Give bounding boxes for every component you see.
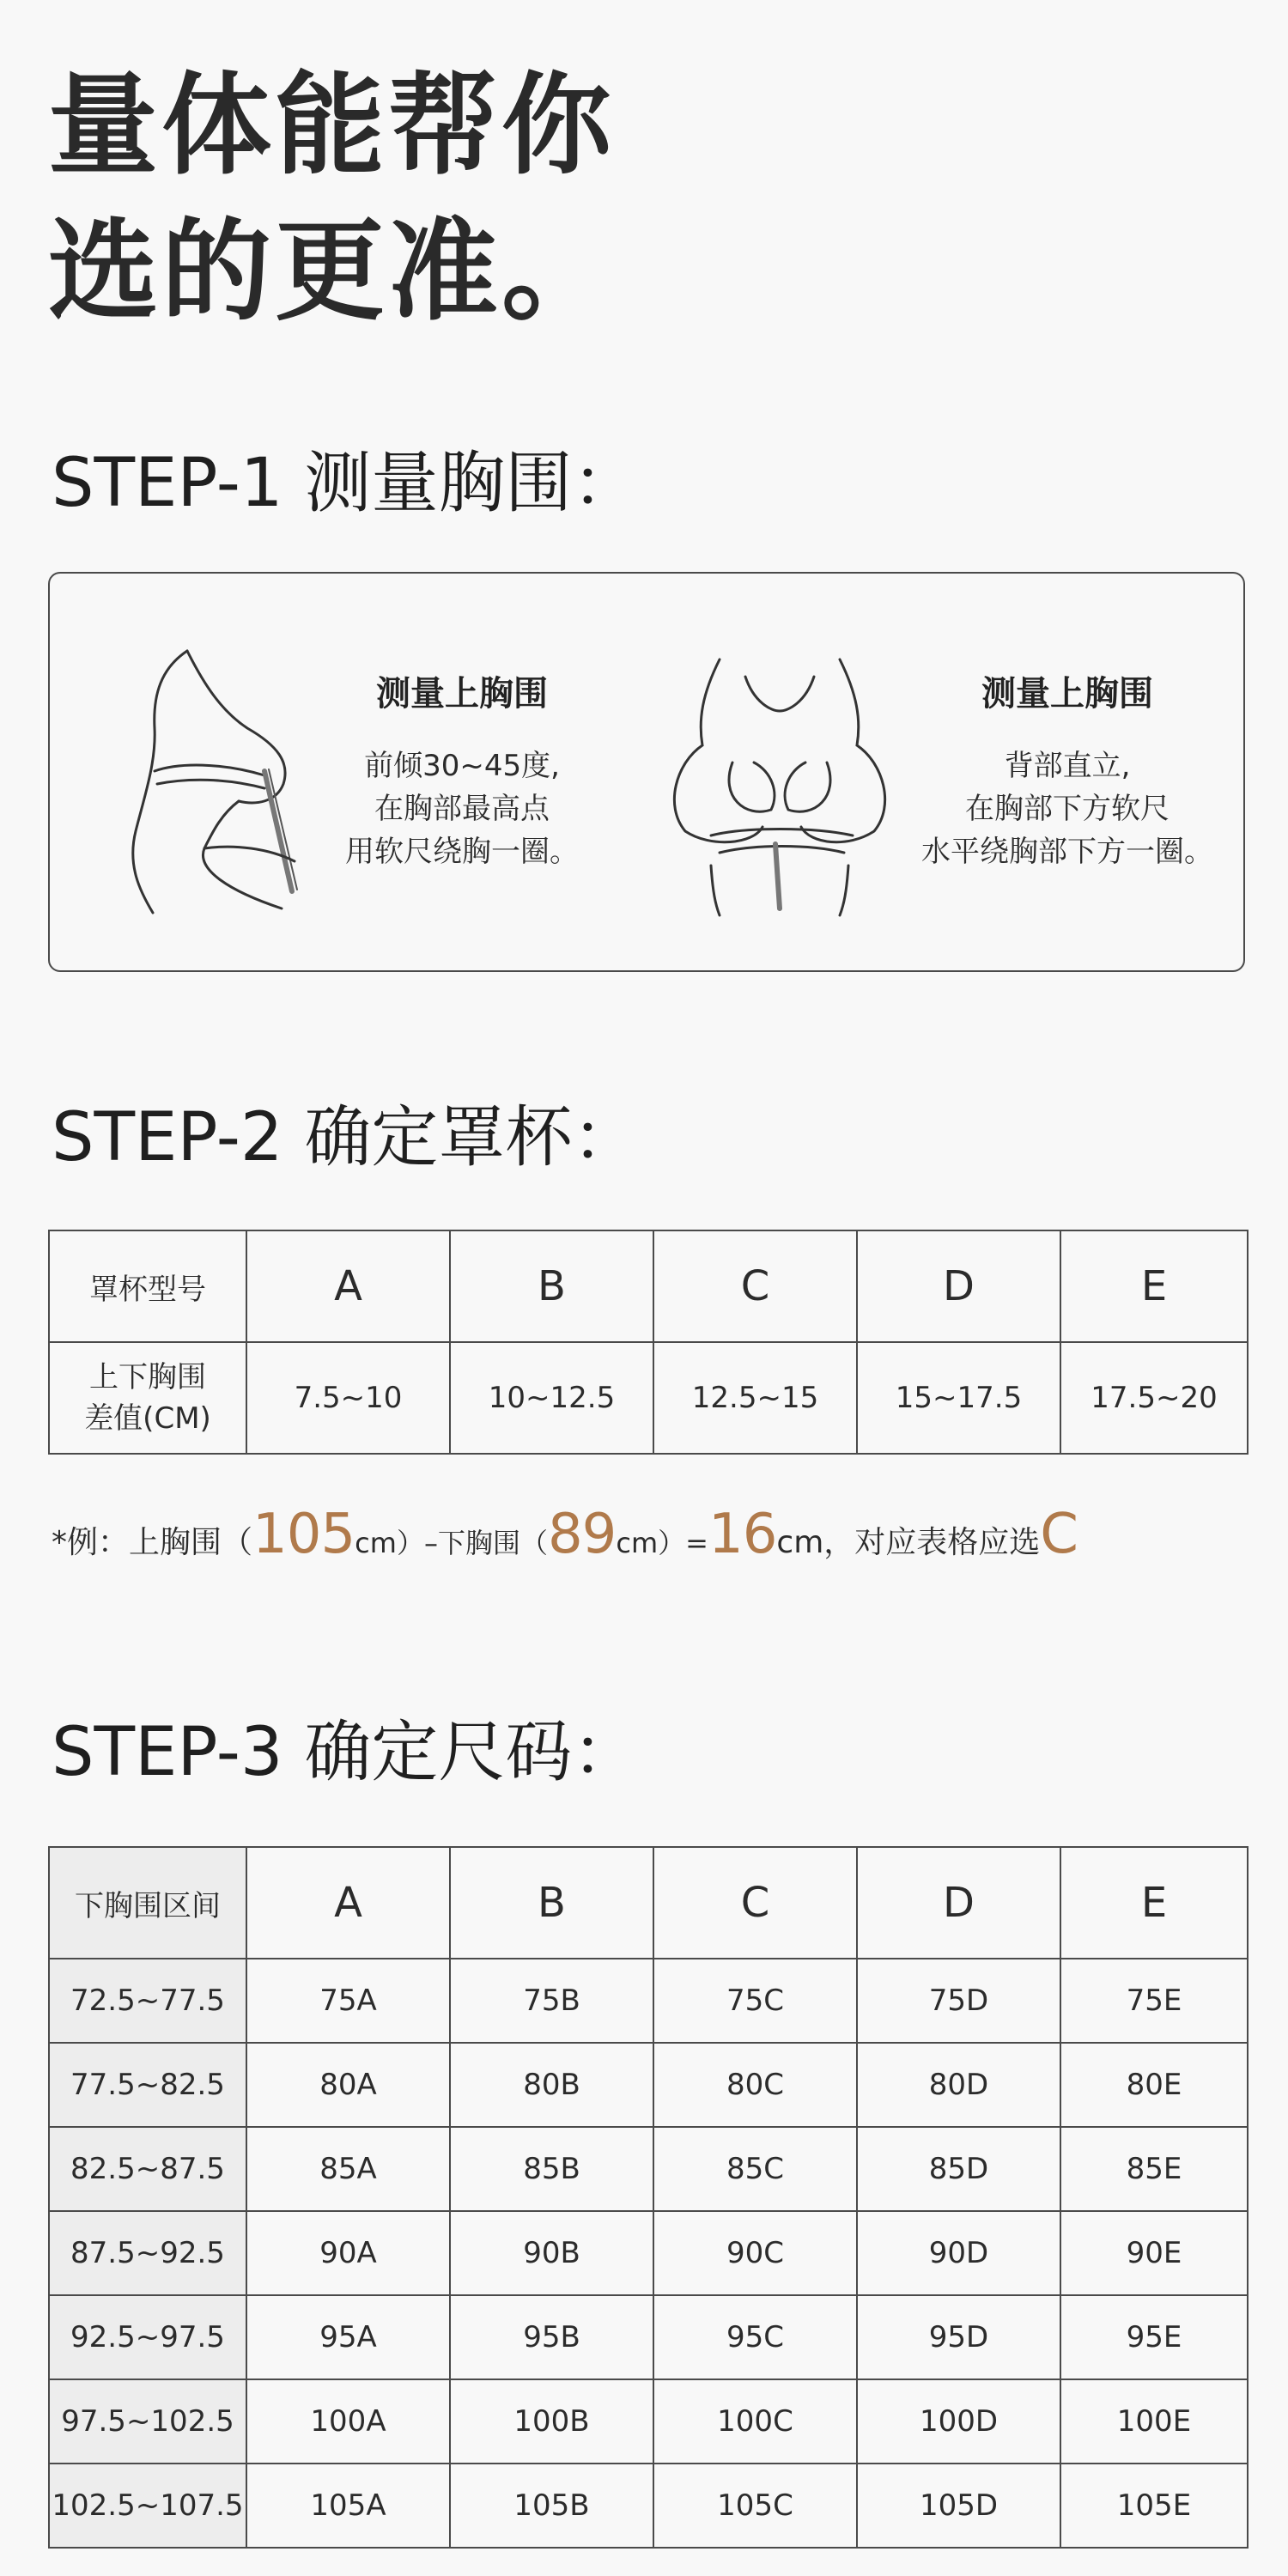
size-cell: 80E: [1060, 2043, 1248, 2127]
table-row: [49, 2379, 1248, 2464]
size-cell: 85E: [1060, 2127, 1248, 2211]
row-label-line-1: 上下胸围: [89, 1360, 206, 1394]
cup-table-diff-row: [49, 1342, 1248, 1454]
example-prefix: *例：上胸围（: [52, 1525, 253, 1560]
example-diff-value: 16: [708, 1503, 777, 1566]
cup-table-header-label: 罩杯型号: [49, 1230, 246, 1342]
size-cell: 105A: [246, 2464, 450, 2548]
size-header-a: A: [246, 1847, 450, 1959]
underbust-range: 97.5~102.5: [49, 2379, 246, 2464]
size-cell: 75E: [1060, 1959, 1248, 2043]
lean-forward-measuring-illustration: [93, 634, 350, 917]
size-header-c: C: [653, 1847, 857, 1959]
size-cell: 105C: [653, 2464, 857, 2548]
cup-diff-a: 7.5~10: [246, 1342, 450, 1454]
measure-panel-2-text: [900, 666, 1235, 873]
measure-panel-1-line-2: 在胸部最高点: [374, 792, 550, 826]
size-cell: 100A: [246, 2379, 450, 2464]
step2-heading: STEP-2 确定罩杯：: [52, 1099, 640, 1176]
cup-header-c: C: [653, 1230, 857, 1342]
size-cell: 90D: [857, 2211, 1060, 2295]
size-cell: 100B: [450, 2379, 653, 2464]
size-cell: 90B: [450, 2211, 653, 2295]
cup-diff-c: 12.5~15: [653, 1342, 857, 1454]
measure-panel-2-line-3: 水平绕胸部下方一圈。: [921, 835, 1213, 869]
cup-header-d: D: [857, 1230, 1060, 1342]
upright-measuring-illustration: [651, 642, 908, 917]
underbust-range: 82.5~87.5: [49, 2127, 246, 2211]
cup-header-a: A: [246, 1230, 450, 1342]
size-cell: 90E: [1060, 2211, 1248, 2295]
size-cell: 100D: [857, 2379, 1060, 2464]
size-cell: 85C: [653, 2127, 857, 2211]
measure-panel-2-title: 测量上胸围: [981, 674, 1153, 714]
table-row: [49, 2127, 1248, 2211]
underbust-range: 102.5~107.5: [49, 2464, 246, 2548]
size-cell: 80D: [857, 2043, 1060, 2127]
size-cell: 95E: [1060, 2295, 1248, 2379]
table-row: [49, 2464, 1248, 2548]
measure-panel-1-line-3: 用软尺绕胸一圈。: [345, 835, 579, 869]
underbust-range: 72.5~77.5: [49, 1959, 246, 2043]
measure-panel-1-title: 测量上胸围: [376, 674, 548, 714]
size-cell: 80A: [246, 2043, 450, 2127]
size-cell: 95D: [857, 2295, 1060, 2379]
table-row: [49, 1959, 1248, 2043]
cup-table-row-label: [49, 1342, 246, 1454]
measure-panel-1-line-1: 前倾30~45度,: [364, 749, 560, 783]
measure-panel-1-text: [333, 666, 591, 873]
example-unit-2: cm）=: [616, 1527, 708, 1559]
page-title-line-1: 量体能帮你: [48, 62, 616, 190]
cup-diff-d: 15~17.5: [857, 1342, 1060, 1454]
size-header-e: E: [1060, 1847, 1248, 1959]
size-cell: 95A: [246, 2295, 450, 2379]
size-cell: 100C: [653, 2379, 857, 2464]
size-cell: 90C: [653, 2211, 857, 2295]
size-cell: 95C: [653, 2295, 857, 2379]
row-label-line-2: 差值(CM): [84, 1401, 211, 1436]
size-cell: 80B: [450, 2043, 653, 2127]
page-title: [48, 53, 615, 345]
size-cell: 75D: [857, 1959, 1060, 2043]
size-cell: 85B: [450, 2127, 653, 2211]
example-unit-1: cm）–下胸围（: [355, 1527, 548, 1559]
page-title-line-2: 选的更准。: [48, 208, 616, 336]
measurement-illustration-panel: [48, 572, 1245, 972]
size-cell: 85A: [246, 2127, 450, 2211]
size-cell: 75A: [246, 1959, 450, 2043]
size-cell: 105D: [857, 2464, 1060, 2548]
size-cell: 95B: [450, 2295, 653, 2379]
size-table-header-label: 下胸围区间: [49, 1847, 246, 1959]
size-cell: 85D: [857, 2127, 1060, 2211]
step1-heading: STEP-1 测量胸围：: [52, 445, 640, 522]
size-cell: 90A: [246, 2211, 450, 2295]
table-row: [49, 2211, 1248, 2295]
calculation-example: [52, 1503, 1078, 1566]
underbust-range: 77.5~82.5: [49, 2043, 246, 2127]
step3-heading: STEP-3 确定尺码：: [52, 1714, 640, 1791]
size-header-b: B: [450, 1847, 653, 1959]
example-upper-value: 105: [252, 1503, 355, 1566]
size-table-header-row: [49, 1847, 1248, 1959]
size-chart-table: [48, 1846, 1249, 2549]
cup-size-table: [48, 1230, 1249, 1455]
size-cell: 105B: [450, 2464, 653, 2548]
example-cup-result: C: [1040, 1503, 1078, 1566]
example-lower-value: 89: [547, 1503, 617, 1566]
size-cell: 75B: [450, 1959, 653, 2043]
measure-panel-2-line-2: 在胸部下方软尺: [965, 792, 1170, 826]
size-header-d: D: [857, 1847, 1060, 1959]
cup-table-header-row: [49, 1230, 1248, 1342]
underbust-range: 87.5~92.5: [49, 2211, 246, 2295]
size-cell: 100E: [1060, 2379, 1248, 2464]
cup-diff-e: 17.5~20: [1060, 1342, 1248, 1454]
cup-diff-b: 10~12.5: [450, 1342, 653, 1454]
measure-panel-2-line-1: 背部直立,: [1004, 749, 1131, 783]
table-row: [49, 2043, 1248, 2127]
table-row: [49, 2295, 1248, 2379]
cup-header-b: B: [450, 1230, 653, 1342]
size-cell: 80C: [653, 2043, 857, 2127]
size-cell: 105E: [1060, 2464, 1248, 2548]
underbust-range: 92.5~97.5: [49, 2295, 246, 2379]
example-suffix: cm，对应表格应选: [776, 1525, 1041, 1560]
cup-header-e: E: [1060, 1230, 1248, 1342]
size-cell: 75C: [653, 1959, 857, 2043]
